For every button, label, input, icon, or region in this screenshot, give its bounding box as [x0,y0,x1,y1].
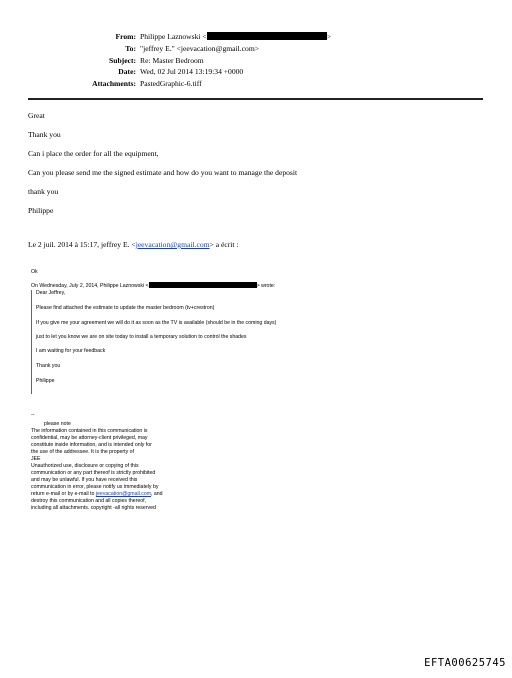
disclaimer-line: communication in error, please notify us immediately by [31,484,159,490]
subject-label: Subject: [109,56,136,65]
to-label: To: [125,44,136,53]
date-value: Wed, 02 Jul 2014 13:19:34 +0000 [140,67,244,76]
quote-bar [31,290,32,394]
to-value: "jeffrey E." <jeevacation@gmail.com> [140,44,260,53]
from-label: From: [115,32,136,41]
quote-intro-email-link[interactable]: jeevacation@gmail.com [135,240,210,249]
disclaimer-line: communication or any part thereof is strictly prohibited [31,470,156,476]
attachments-label: Attachments: [92,79,136,88]
reply-line: thank you [28,187,59,196]
disclaimer-line: Unauthorized use, disclosure or copying of this [31,463,139,469]
reply-line: Can you please send me the signed estimate and how do you want to manage the deposit [28,168,298,177]
quote-intro: Le 2 juil. 2014 à 15:17, jeffrey E. <jeevacation@gmail.com> a écrit : [28,240,239,249]
quoted-line: Please find attached the estimate to update the master bedroom (tv+crestron) [36,305,215,311]
reply-line: Thank you [28,130,61,139]
disclaimer-line: destroy this communication and all copies thereof, [31,498,147,504]
disclaimer-email-link[interactable]: jeevacation@gmail.com [95,491,152,497]
reply-signature: Philippe [28,206,54,215]
document-id: EFTA00625745 [424,657,506,669]
quoted-line: just to let you know we are on site today to install a temporary solution to control the shades [36,334,247,340]
from-suffix: > [326,32,332,41]
disclaimer-line: confidential, may be attorney-client privileged, may [31,435,148,441]
disclaimer-line: The information contained in this communication is [31,428,148,434]
disclaimer-line: and may be unlawful. If you have received this [31,477,138,483]
disclaimer-line: constitute inside information, and is intended only for [31,442,152,448]
from-value: Philippe Laznowski < [140,32,207,41]
date-label: Date: [118,67,136,76]
attachments-value[interactable]: PastedGraphic-6.tiff [140,79,202,88]
disclaimer-line: including all attachments. copyright -all rights reserved [31,505,156,511]
reply-line: Great [28,111,45,120]
disclaimer-note: please note [44,421,71,427]
quoted-on-line: On Wednesday, July 2, 2014, Philippe Laznowski < > wrote: [31,283,276,289]
disclaimer-dash: -- [31,412,35,418]
quoted-line: Thank you [36,363,61,369]
disclaimer-line: JEE [31,456,41,462]
quoted-line: If you give me your agreement we will do it as soon as the TV is available (should be in the coming days) [36,320,277,326]
disclaimer-email-line: return e-mail or by e-mail to jeevacation@gmail.com, and [31,491,163,497]
subject-value: Re: Master Bedroom [140,56,204,65]
quoted-signature: Philippe [36,378,55,384]
redaction-bar [207,32,327,40]
quoted-line: I am waiting for your feedback [36,348,106,354]
reply-line: Can i place the order for all the equipment, [28,149,159,158]
header-divider [28,98,483,100]
quoted-ok: Ok [31,269,38,275]
disclaimer-line: the use of the addressee. It is the property of [31,449,134,455]
quoted-line: Dear Jeffrey, [36,290,66,296]
redaction-bar [149,282,257,288]
